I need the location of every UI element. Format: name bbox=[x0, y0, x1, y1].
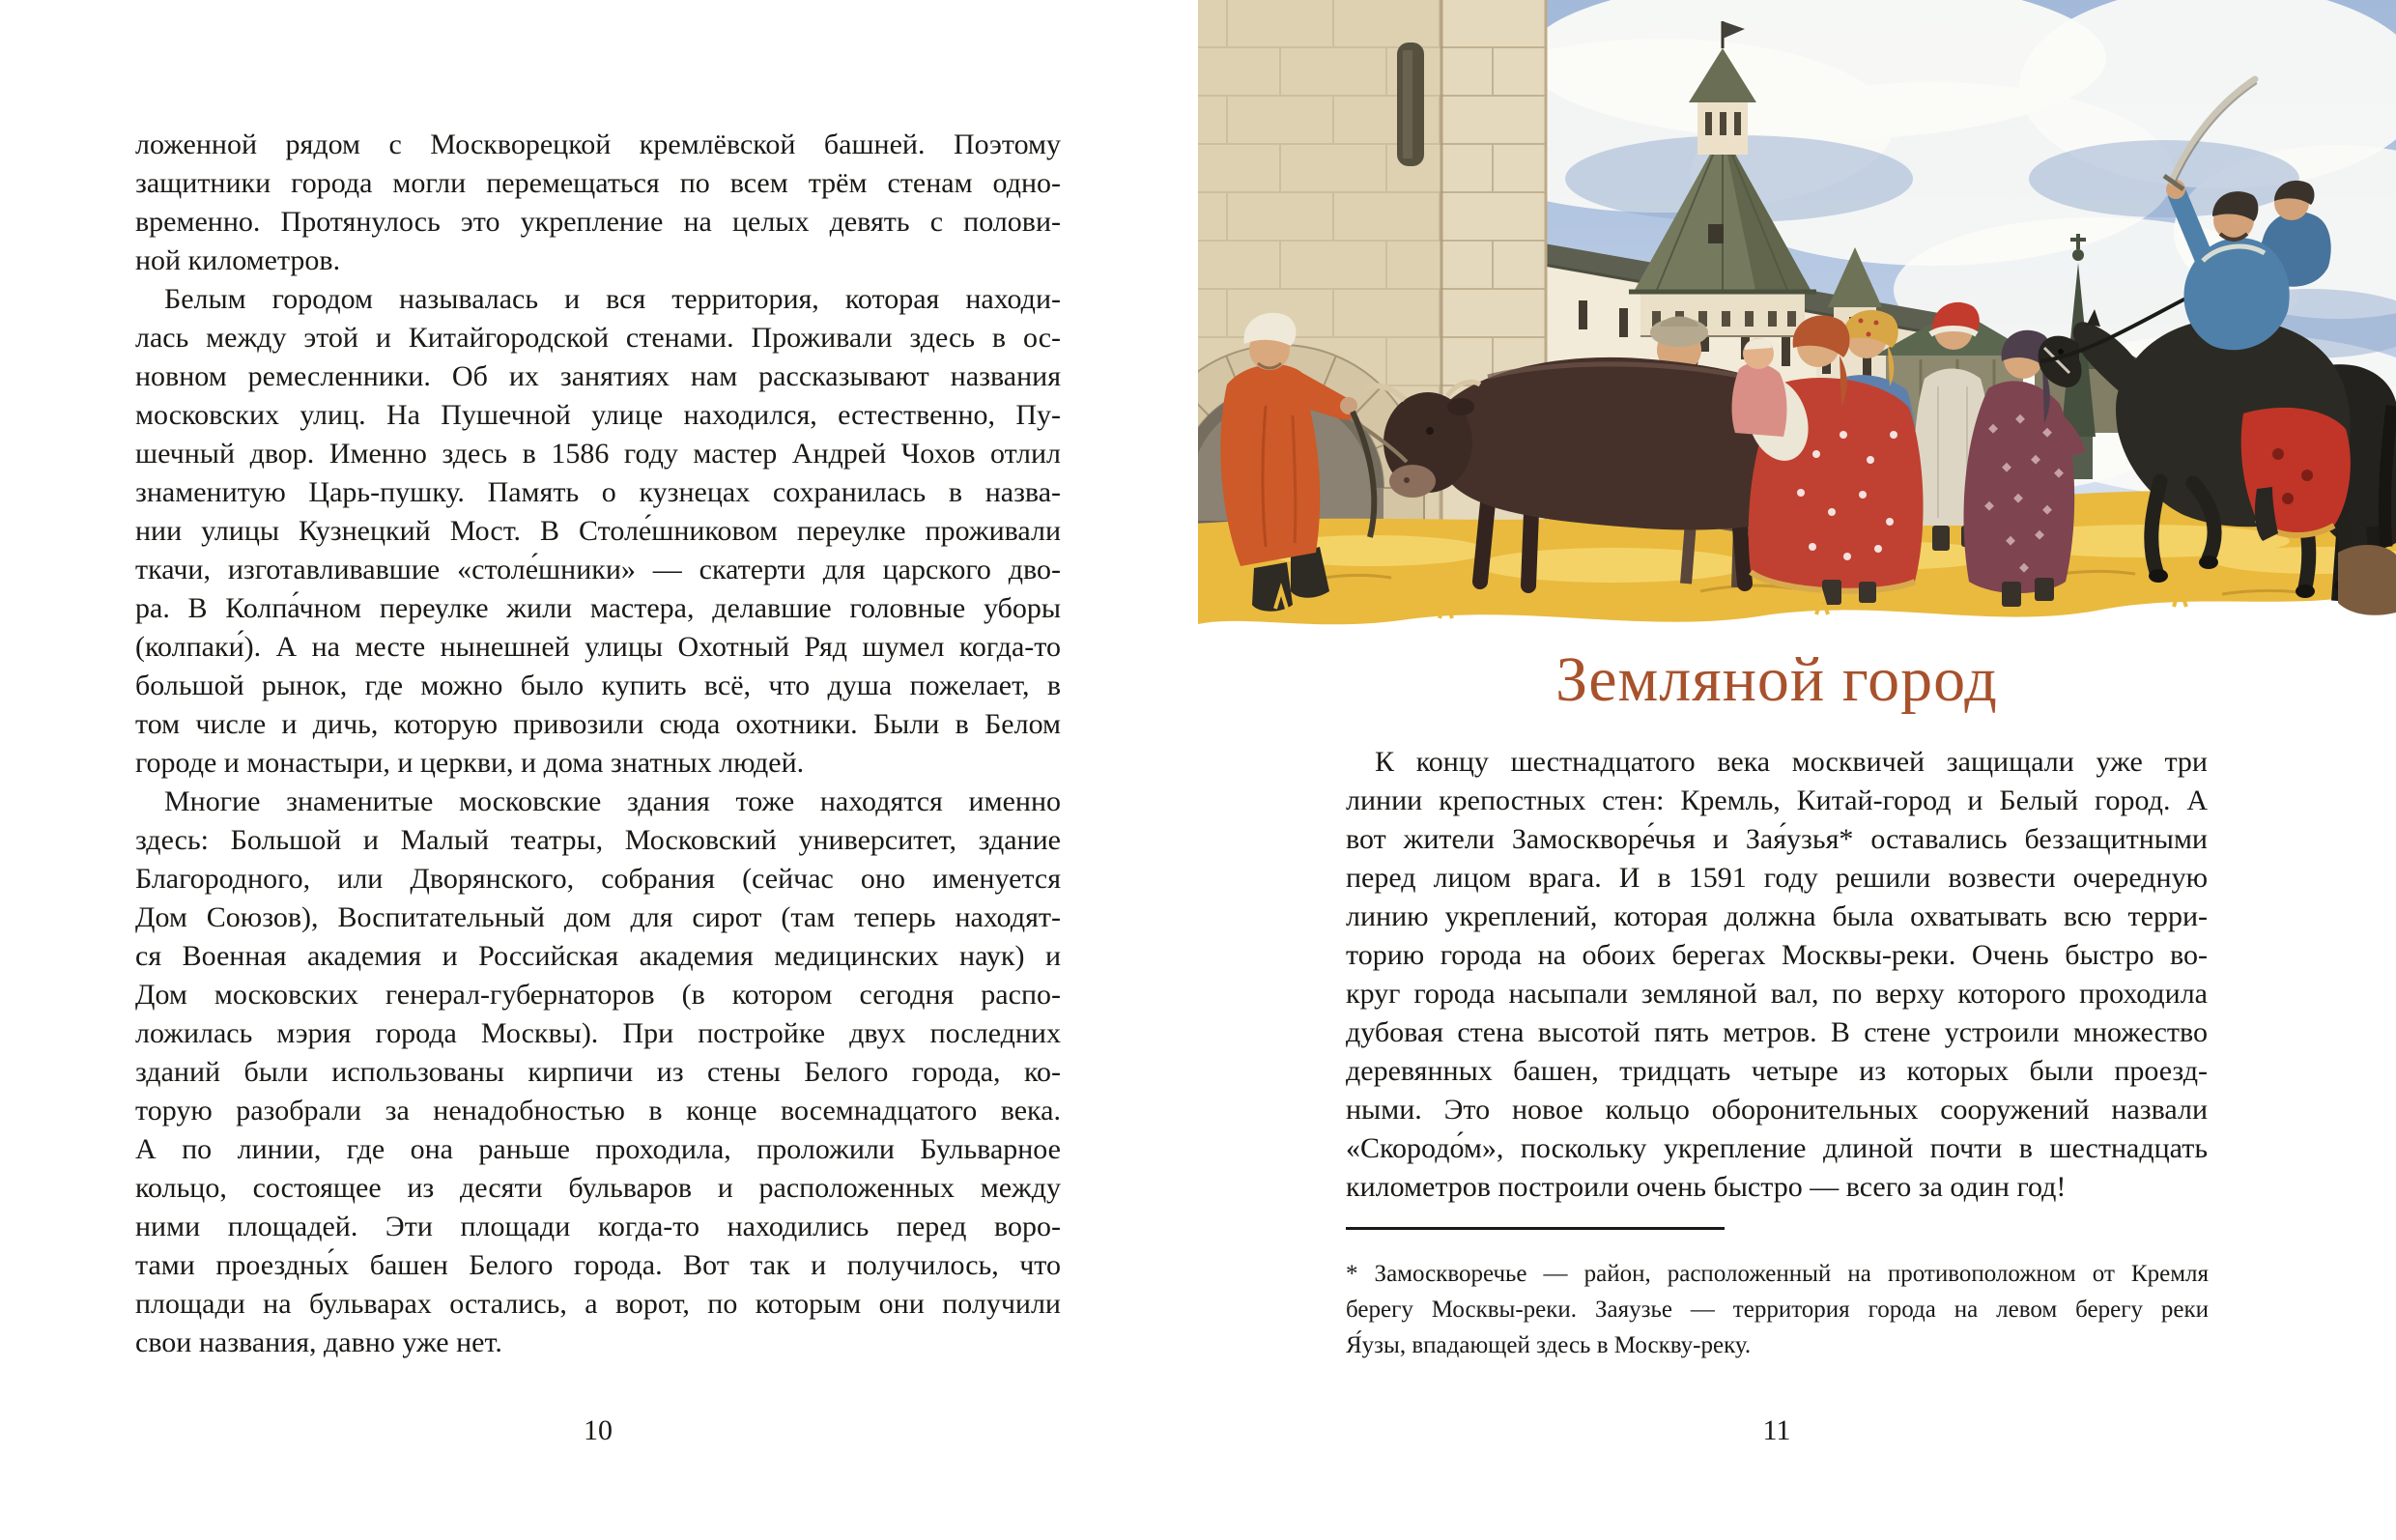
text-line: здесь: Большой и Малый театры, Московский университет, здание bbox=[135, 824, 1061, 856]
text-line: временно. Протянулось это укрепление на целых девять с полови- bbox=[135, 206, 1061, 238]
text-line: круг города насыпали земляной вал, по верху которого проходила bbox=[1346, 978, 2208, 1010]
text-line: шечный двор. Именно здесь в 1586 году мастер Андрей Чохов отлил bbox=[135, 438, 1061, 470]
text-line: вот жители Замоскворе́чья и Зая́узья* оставались беззащитными bbox=[1346, 823, 2208, 855]
text-line: том числе и дичь, которую привозили сюда охотники. Были в Белом bbox=[135, 708, 1061, 740]
text-line: дубовая стена высотой пять метров. В стене устроили множество bbox=[1346, 1016, 2208, 1048]
text-line: ся Военная академия и Российская академия медицинских наук) и bbox=[135, 940, 1061, 972]
text-line: «Скородо́м», поскольку укрепление длиной почти в шестнадцать bbox=[1346, 1132, 2208, 1164]
text-line: К концу шестнадцатого века москвичей защищали уже три bbox=[1375, 746, 2208, 778]
left-page-text bbox=[135, 126, 1061, 1362]
text-line: Благородного, или Дворянского, собрания (сейчас оно именуется bbox=[135, 863, 1061, 895]
text-line: новном ремесленники. Об их занятиях нам рассказывают названия bbox=[135, 360, 1061, 392]
text-line: * Замоскворечье — район, расположенный на противоположном от Кремля bbox=[1346, 1261, 2209, 1287]
text-line: линии крепостных стен: Кремль, Китай-город и Белый город. А bbox=[1346, 784, 2208, 816]
text-line: кольцо, состоящее из десяти бульваров и расположенных между bbox=[135, 1172, 1061, 1204]
footnote-rule bbox=[1346, 1227, 1725, 1230]
footnote bbox=[1346, 1256, 2209, 1363]
text-line: Белым городом называлась и вся территория, которая находи- bbox=[164, 283, 1061, 315]
text-line: московских улиц. На Пушечной улице находился, естественно, Пу- bbox=[135, 399, 1061, 431]
text-line: защитники города могли перемещаться по всем трём стенам одно- bbox=[135, 167, 1061, 199]
section-heading: Земляной город bbox=[1555, 644, 1998, 715]
page-number-left: 10 bbox=[584, 1414, 613, 1446]
text-line: берегу Москвы-реки. Заяузье — территория города на левом берегу реки bbox=[1346, 1297, 2209, 1323]
text-line: свои названия, давно уже нет. bbox=[135, 1326, 502, 1358]
text-line: торию города на обоих берегах Москвы-реки. Очень быстро во- bbox=[1346, 939, 2208, 971]
text-line: торую разобрали за ненадобностью в конце восемнадцатого века. bbox=[135, 1095, 1061, 1126]
text-line: зданий были использованы кирпичи из стены Белого города, ко- bbox=[135, 1056, 1061, 1088]
text-line: километров построили очень быстро — всего за один год! bbox=[1346, 1171, 2067, 1203]
text-line: лась между этой и Китайгородской стенами. Проживали здесь в ос- bbox=[135, 322, 1061, 354]
text-line: тами проездны́х башен Белого города. Вот так и получилось, что bbox=[135, 1249, 1061, 1281]
text-line: линию укреплений, которая должна была охватывать всю терри- bbox=[1346, 900, 2208, 932]
text-line: (колпаки́). А на месте нынешней улицы Охотный Ряд шумел когда-то bbox=[135, 631, 1061, 663]
right-page-text bbox=[1346, 743, 2208, 1207]
text-line: ложенной рядом с Москворецкой кремлёвской башней. Поэтому bbox=[135, 128, 1061, 160]
text-line: ной километров. bbox=[135, 244, 341, 276]
text-line: ткачи, изготавливавшие «столе́шники» — скатерти для царского дво- bbox=[135, 554, 1061, 585]
text-line: ными. Это новое кольцо оборонительных сооружений назвали bbox=[1346, 1094, 2208, 1126]
text-line: знаменитую Царь-пушку. Память о кузнецах сохранилась в назва- bbox=[135, 476, 1061, 508]
text-line: площади на бульварах остались, а ворот, по которым они получили bbox=[135, 1288, 1061, 1320]
text-line: ложилась мэрия города Москвы). При постройке двух последних bbox=[135, 1017, 1061, 1049]
text-line: Многие знаменитые московские здания тоже находятся именно bbox=[164, 785, 1061, 817]
text-line: Дом Союзов), Воспитательный дом для сирот (там теперь находят- bbox=[135, 901, 1061, 933]
page-number-right: 11 bbox=[1762, 1414, 1791, 1446]
text-line: Я́узы, впадающей здесь в Москву-реку. bbox=[1346, 1332, 1752, 1358]
stump bbox=[2338, 545, 2396, 615]
text-line: перед лицом врага. И в 1591 году решили возвести очередную bbox=[1346, 862, 2208, 894]
text-line: ра. В Колпа́чном переулке жили мастера, делавшие головные уборы bbox=[135, 592, 1061, 624]
text-line: городе и монастыри, и церкви, и дома знатных людей. bbox=[135, 747, 805, 779]
illustration bbox=[1198, 0, 2396, 628]
text-line: деревянных башен, тридцать четыре из которых были проезд- bbox=[1346, 1055, 2208, 1087]
text-line: А по линии, где она раньше проходила, проложили Бульварное bbox=[135, 1133, 1061, 1165]
text-line: нии улицы Кузнецкий Мост. В Столе́шниковом переулке проживали bbox=[135, 515, 1061, 547]
text-line: ними площадей. Эти площади когда-то находились перед воро- bbox=[135, 1211, 1061, 1242]
text-line: Дом московских генерал-губернаторов (в котором сегодня распо- bbox=[135, 979, 1061, 1011]
text-line: большой рынок, где можно было купить всё, что душа пожелает, в bbox=[135, 670, 1061, 701]
